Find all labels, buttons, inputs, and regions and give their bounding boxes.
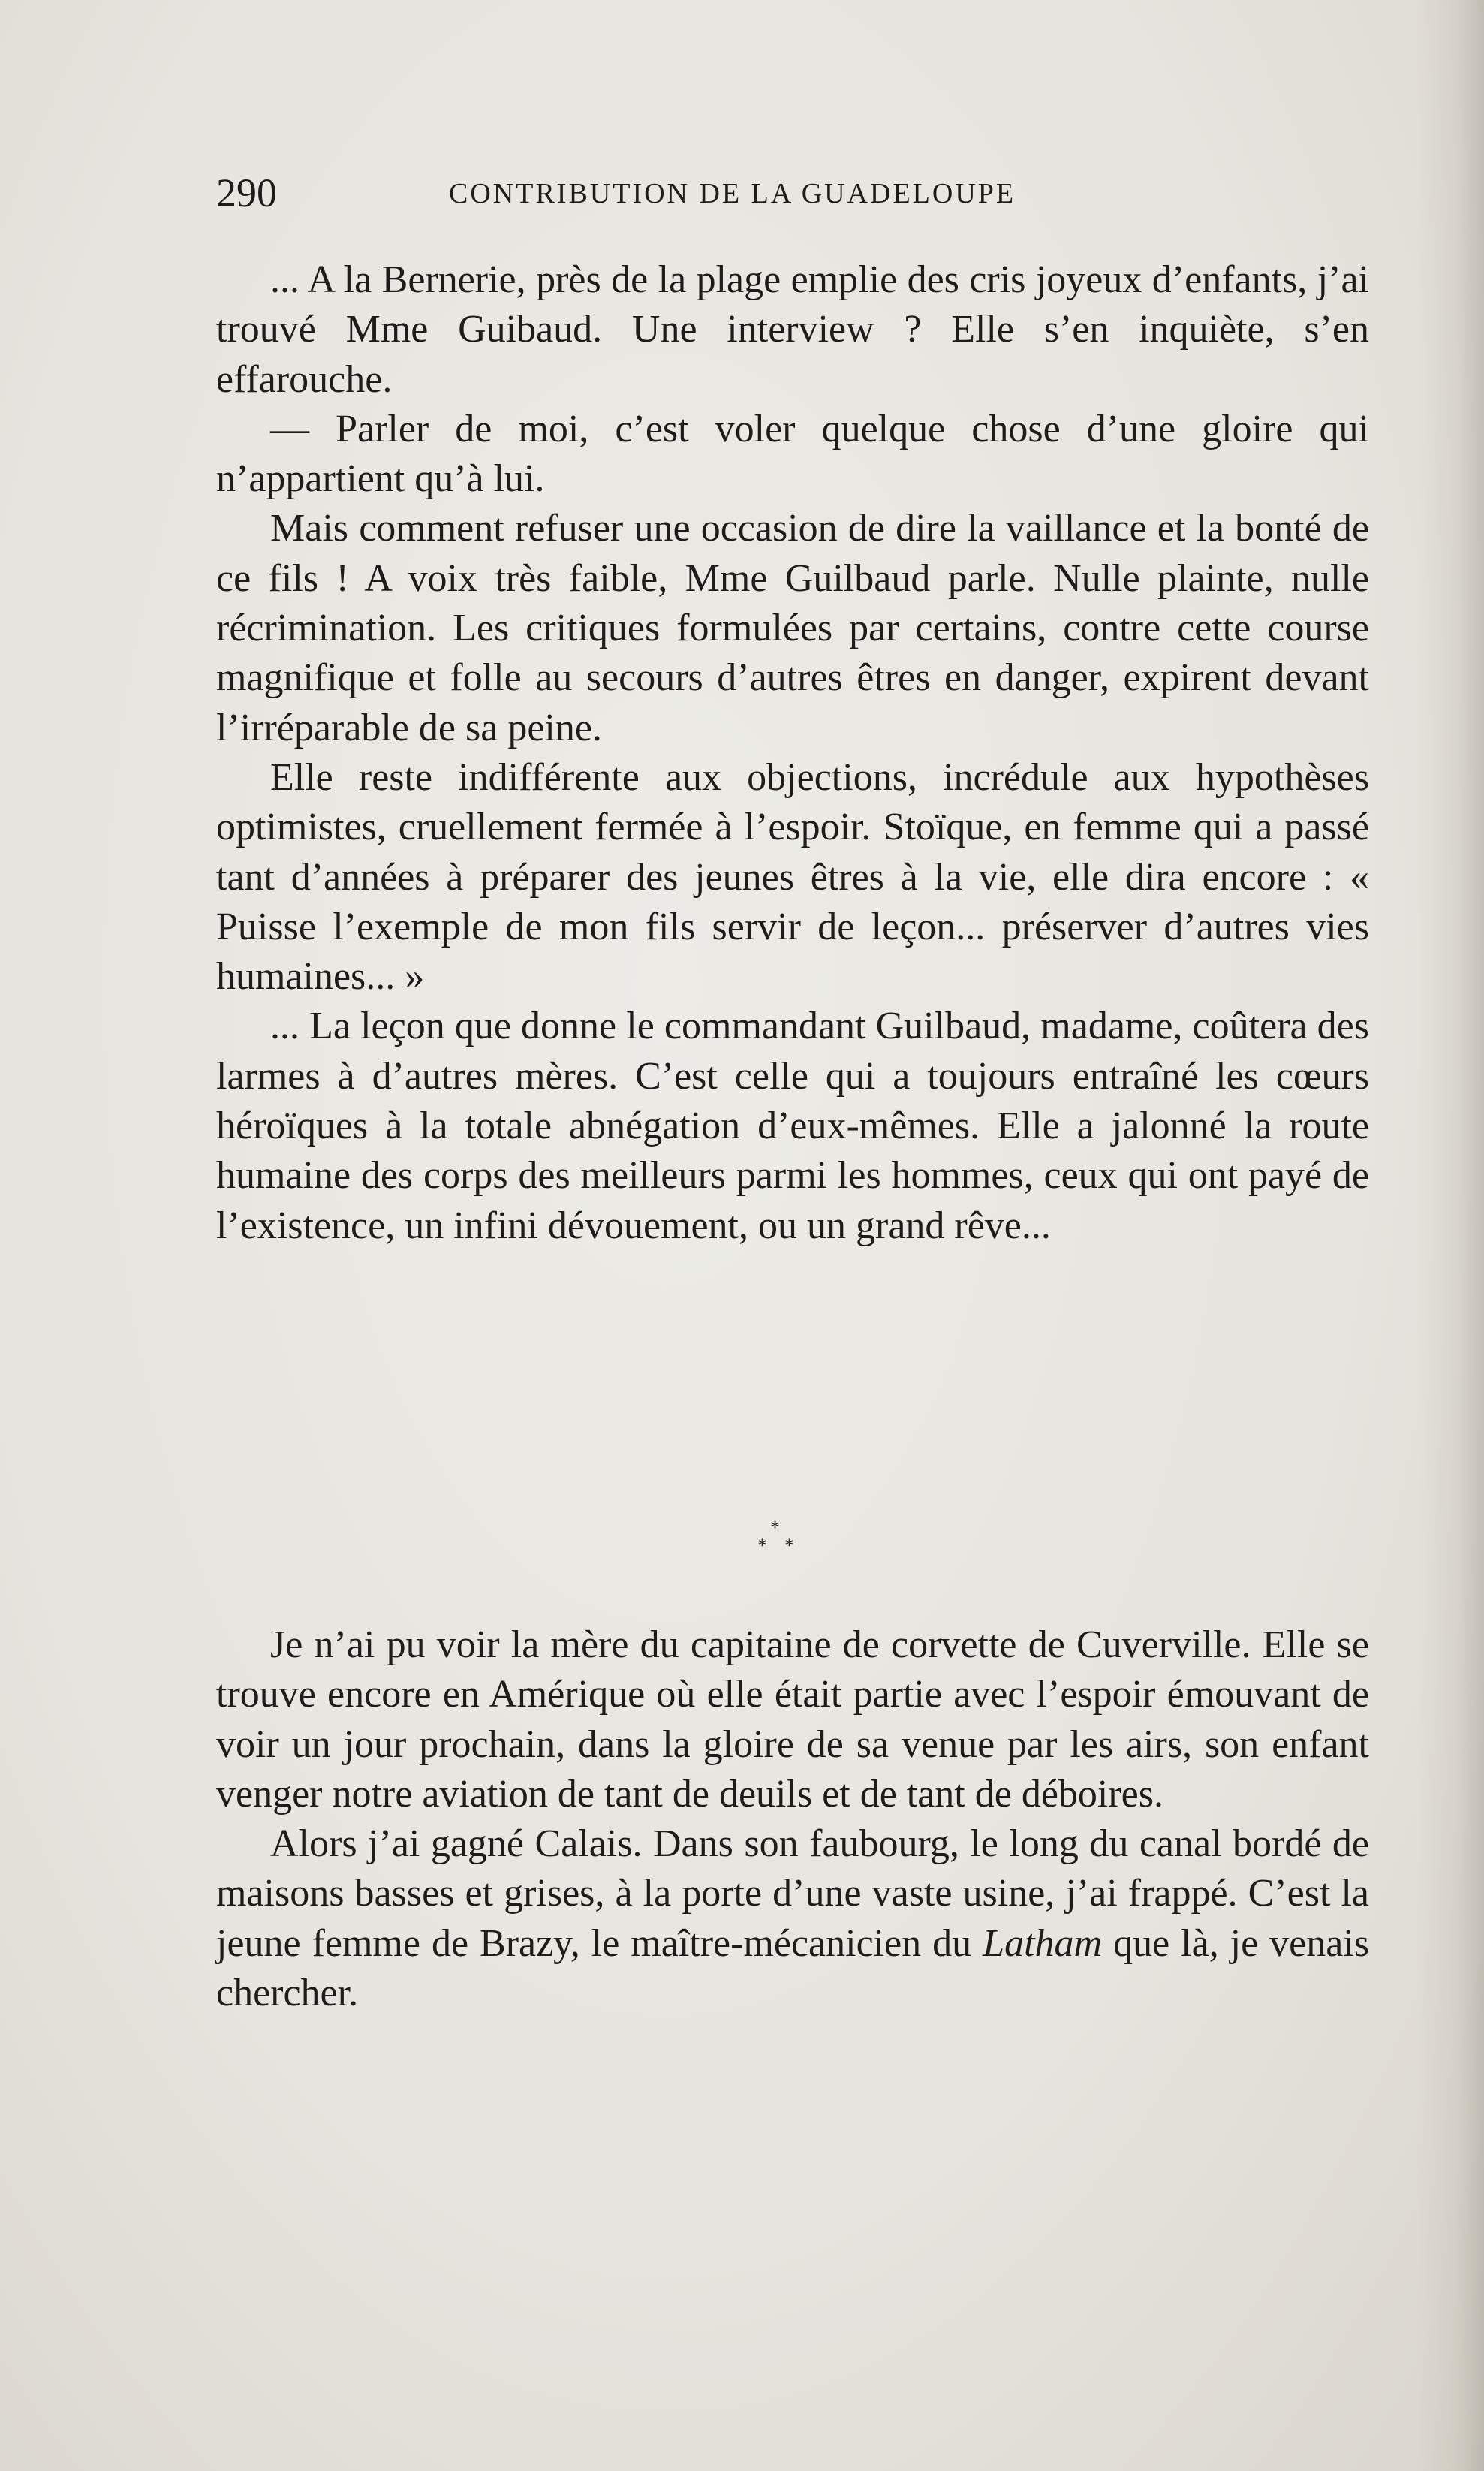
paragraph-quote-parler: — Parler de moi, c’est voler quelque chose d’une gloire qui n’appartient qu’à lui. (216, 407, 1369, 501)
paragraph-cuverville: Je n’ai pu voir la mère du capitaine de corvette de Cuverville. Elle se trouve encore en Amérique où elle était partie avec l’espoir émouvant de voir un jour prochain, dans la gloire de sa venue par les airs, son enfant venger notre aviation de tant de deuils et de tant de déboires. (216, 1623, 1369, 1816)
asterism-star-left: * (757, 1535, 767, 1556)
paragraph-calais (216, 1819, 1369, 2018)
page-number: 290 (216, 170, 277, 215)
asterism-star-top: * (770, 1517, 780, 1538)
text-block-second (216, 1620, 1369, 2018)
page-edge-shadow (1416, 0, 1484, 2471)
paragraph-vaillance: Mais comment refuser une occasion de dire la vaillance et la bonté de ce fils ! A voix très faible, Mme Guilbaud parle. Nulle plainte, nulle récrimination. Les critiques formulées par certains, contre cette course magnifique et folle au secours d’autres êtres en danger, expirent devant l’irréparable de sa peine. (216, 507, 1369, 749)
running-title: CONTRIBUTION DE LA GUADELOUPE (449, 178, 1016, 209)
asterism-star-right: * (784, 1535, 794, 1556)
page-header (216, 167, 1372, 219)
text-block-first (216, 255, 1369, 1251)
paragraph-calais-end: que là, je venais chercher. (216, 1921, 1369, 2015)
paragraph-interview: ... A la Bernerie, près de la plage emplie des cris joyeux d’enfants, j’ai trouvé Mme Guibaud. Une interview ? Elle s’en inquiète, s’en effarouche. (216, 258, 1369, 401)
paragraph-calais-text: Alors j’ai gagné Calais. Dans son faubourg, le long du canal bordé de maisons basses et grises, à la porte d’une vaste usine, j’ai frappé. C’est la jeune femme de Brazy, le maître-mécanicien du (216, 1822, 1369, 1965)
paragraph-lecon: ... La leçon que donne le commandant Guilbaud, madame, coûtera des larmes à d’autres mères. C’est celle qui a toujours entraîné les cœurs héroïques à la totale abnégation d’eux-mêmes. Elle a jalonné la route humaine des corps des meilleurs parmi les hommes, ceux qui ont payé de l’existence, un infini dévouement, ou un grand rêve... (216, 1005, 1369, 1247)
section-separator-asterism (747, 1517, 814, 1569)
paragraph-indifferente: Elle reste indifférente aux objections, incrédule aux hypothèses optimistes, cruellement fermée à l’espoir. Stoïque, en femme qui a passé tant d’années à préparer des jeunes êtres à la vie, elle dira encore : « Puisse l’exemple de mon fils servir de leçon... préserver d’autres vies humaines... » (216, 755, 1369, 999)
ship-name-latham: Latham (983, 1921, 1103, 1965)
